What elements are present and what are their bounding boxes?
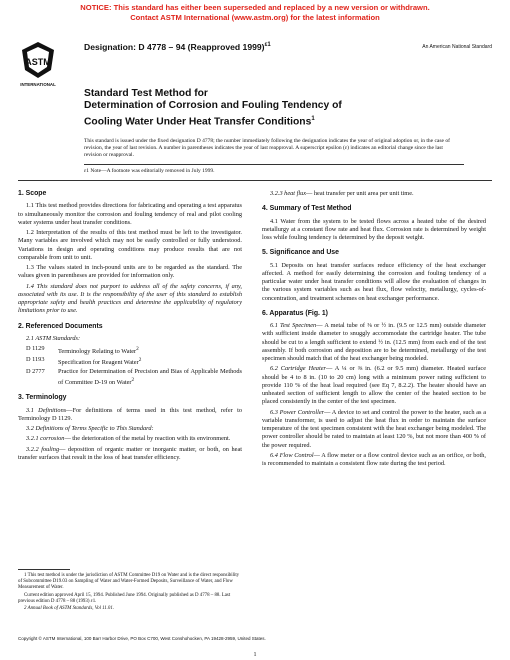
issued-note: This standard is issued under the fixed designation D 4778; the number immediately following the designation indicates the year of original adoption or, in the case of revision, the year of last revision. A number in parentheses indicates the year of last reapproval. A superscript epsilon (ε) indicates an editorial change since the last revision or reapproval. — [84, 138, 450, 158]
designation — [84, 42, 271, 52]
notice-line-1: NOTICE: This standard has either been superseded and replaced by a new version or withdrawn. — [80, 3, 430, 12]
footnote: 1 This test method is under the jurisdiction of ASTM Committee D19 on Water and is the direct responsibility of Subcommittee D19.03 on Sampling of Water and Water-Formed Deposits, Surveillance of Water, and Flow Measurement of Water. — [18, 573, 240, 591]
title-line-3: Cooling Water Under Heat Transfer Conditions$^1$ — [84, 115, 315, 128]
designation-mark: ε1 — [264, 42, 271, 49]
footnotes — [18, 573, 242, 613]
paragraph: 6.2 Cartridge Heater— A ¼ or ⅜ in. (6.2 or 9.5 mm) diameter. Heated surface should be 4 to 8 in. (10 to 20 cm) long with a minimum power rating sufficient to provide 110 % of the heat load required (see Eq 7, 8.2.2). The heater should have an unheated section of sufficient length to allow the center of the heated section to be placed consistently in the center of the test specimen. — [262, 365, 486, 406]
section-heading-significance: 5. Significance and Use — [262, 249, 339, 257]
paragraph: 1.2 Interpretation of the results of this test method must be left to the investigator. Many variables are involved which may not be easily controlled or fully understood. Variations in design and operating conditions may produce results that are not comparable from unit to unit. — [18, 229, 242, 261]
paragraph: 6.1 Test Specimen— A metal tube of ⅜ or ½ in. (9.5 or 12.5 mm) outside diameter with sufficient inside diameter to snuggly accommodate the cartridge heater. The tube should be cut to a length sufficient to extend ½ in. (12.5 mm) from each end of the test assembly. If both corrosion and deposition are to be determined, metallurgy of the test specimen should match that of the heat exchanger being modeled. — [262, 322, 486, 362]
title-line-2: Determination of Corrosion and Fouling Tendency of — [84, 100, 342, 112]
page-number: 1 — [253, 652, 257, 658]
paragraph: 3.2.2 fouling— deposition of organic matter or inorganic matter, or both, on heat transfer surfaces that result in the loss of heat transfer efficiency. — [18, 445, 242, 461]
section-heading-apparatus: 6. Apparatus (Fig. 1) — [262, 309, 328, 317]
notice-line-2: Contact ASTM International (www.astm.org) for the latest information — [130, 12, 380, 22]
footnote: Current edition approved April 15, 1994. Published June 1994. Originally published as D 4778 – 88. Last previous edition D 4778 – 88 (1993) ε1. — [18, 592, 231, 604]
paragraph: 3.2.3 heat flux— heat transfer per unit area per unit time. — [270, 190, 414, 197]
paragraph: 6.3 Power Controller— A device to set and control the power to the heater, such as a variable transformer, is used to adjust the heat flux in order to maintain the surface temperature of the test specimen consistent with the heat exchanger being modeled. The power controller should be rated to maintain at least 120 %, but not more than 400 % of the power required. — [262, 408, 486, 449]
paragraph: 2.1 ASTM Standards: — [26, 334, 81, 342]
reference-item: D 1193 Specification for Reagent Water$^2$ — [26, 356, 142, 367]
epsilon-note: ε1 Note—A footnote was editorially removed in July 1999. — [84, 168, 215, 174]
document-title — [84, 88, 484, 128]
footnote-divider — [18, 569, 70, 570]
notice-banner — [0, 3, 510, 22]
paragraph: 3.1 Definitions—For definitions of terms used in this test method, refer to Terminology D 1129. — [18, 406, 242, 422]
title-line-1: Standard Test Method for — [84, 88, 208, 99]
copyright: Copyright © ASTM International, 100 Barr Harbor Drive, PO Box C700, West Conshohocken, PA 19428-2959, United States. — [18, 636, 266, 641]
paragraph: 5.1 Deposits on heat transfer surfaces reduce efficiency of the heat exchanger affected. A method for easily determining the corrosion and fouling tendency of a particular water under heat transfer conditions will allow the evaluation of changes in the various system variables such as heat flux, flow velocity, metallurgy, cycles-of-concentration, and treatment schemes on heat exchanger performance. — [262, 261, 486, 302]
footnote: 2 Annual Book of ASTM Standards, Vol 11.01. — [24, 606, 115, 612]
paragraph-safety: 1.4 This standard does not purport to address all of the safety concerns, if any, associated with its use. It is the responsibility of the user of this standard to establish appropriate safety and health practices and determine the applicability of regulatory limitations prior to use. — [18, 282, 242, 315]
divider — [84, 164, 464, 165]
society-label: An American National Standard — [422, 44, 492, 50]
svg-text:ASTM: ASTM — [25, 57, 51, 67]
paragraph: 3.2 Definitions of Terms Specific to This Standard: — [26, 425, 154, 433]
left-column — [18, 190, 242, 464]
astm-logo — [18, 40, 58, 90]
paragraph: 4.1 Water from the system to be tested flows across a heated tube of the desired metallurgy at a constant flow rate and heat flux. Corrosion rate is determined by weight loss while fouling tendency is determined by the deposit weight. — [262, 217, 486, 241]
reference-item: D 1129 Terminology Relating to Water$^2$ — [26, 345, 139, 356]
logo-text: INTERNATIONAL — [20, 82, 56, 87]
section-heading-referenced-documents: 2. Referenced Documents — [18, 322, 103, 330]
title-footnote-mark: 1 — [311, 115, 315, 122]
section-heading-summary: 4. Summary of Test Method — [262, 205, 352, 213]
paragraph: 1.1 This test method provides directions for fabricating and operating a test apparatus to simultaneously monitor the corrosion and fouling tendency of real and pilot cooling water systems under heat transfer conditions. — [18, 202, 242, 226]
divider — [18, 180, 492, 181]
reference-item: D 2777 Practice for Determination of Precision and Bias of Applicable Methods of Committee D-19 on Water$^2$ — [26, 367, 242, 387]
designation-text: Designation: D 4778 – 94 (Reapproved 1999) — [84, 42, 265, 52]
paragraph: 6.4 Flow Control— A flow meter or a flow control device such as an orifice, or both, is recommended to maintain a consistent flow rate during the test period. — [262, 451, 486, 467]
right-column — [262, 190, 486, 470]
section-heading-scope: 1. Scope — [18, 190, 47, 197]
reference-list — [18, 345, 242, 387]
section-heading-terminology: 3. Terminology — [18, 394, 67, 402]
paragraph: 3.2.1 corrosion— the deterioration of the metal by reaction with its environment. — [26, 435, 231, 443]
paragraph: 1.3 The values stated in inch-pound units are to be regarded as the standard. The values given in parentheses are provided for information only. — [18, 264, 242, 280]
